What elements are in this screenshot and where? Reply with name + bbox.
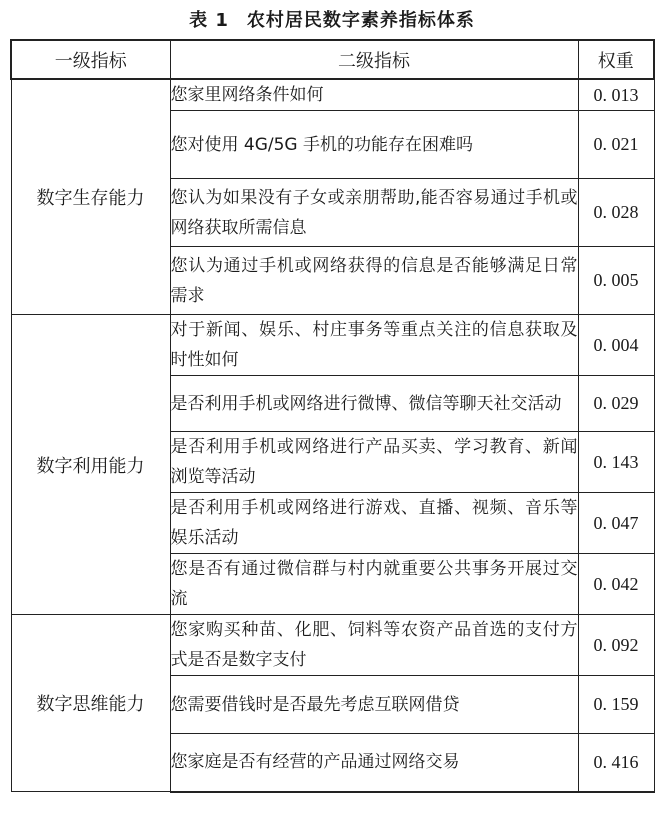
indicator-text: 您家里网络条件如何 <box>170 79 578 111</box>
header-level1: 一级指标 <box>11 40 170 79</box>
weight-value: 0. 159 <box>578 676 654 734</box>
indicator-text: 您认为如果没有子女或亲朋帮助,能否容易通过手机或网络获取所需信息 <box>170 179 578 247</box>
table-title <box>0 6 664 30</box>
indicator-text: 是否利用手机或网络进行微博、微信等聊天社交活动 <box>170 376 578 432</box>
indicator-text: 是否利用手机或网络进行产品买卖、学习教育、新闻浏览等活动 <box>170 432 578 493</box>
header-row <box>11 40 654 79</box>
header-level2: 二级指标 <box>170 40 578 79</box>
header-weight: 权重 <box>578 40 654 79</box>
table-row <box>11 79 654 111</box>
weight-value: 0. 028 <box>578 179 654 247</box>
table-number: 表 1 <box>189 10 229 31</box>
weight-value: 0. 042 <box>578 554 654 615</box>
indicator-text: 您认为通过手机或网络获得的信息是否能够满足日常需求 <box>170 247 578 315</box>
weight-value: 0. 416 <box>578 734 654 792</box>
weight-value: 0. 021 <box>578 111 654 179</box>
indicator-text: 您是否有通过微信群与村内就重要公共事务开展过交流 <box>170 554 578 615</box>
indicator-table <box>10 39 655 793</box>
weight-value: 0. 005 <box>578 247 654 315</box>
indicator-text: 您家购买种苗、化肥、饲料等农资产品首选的支付方式是否是数字支付 <box>170 615 578 676</box>
indicator-text: 您家庭是否有经营的产品通过网络交易 <box>170 734 578 792</box>
indicator-text: 对于新闻、娱乐、村庄事务等重点关注的信息获取及时性如何 <box>170 315 578 376</box>
weight-value: 0. 047 <box>578 493 654 554</box>
weight-value: 0. 013 <box>578 79 654 111</box>
table-row <box>11 315 654 376</box>
group-thinking: 数字思维能力 <box>11 615 170 792</box>
weight-value: 0. 092 <box>578 615 654 676</box>
table-caption: 农村居民数字素养指标体系 <box>246 10 475 31</box>
group-survival: 数字生存能力 <box>11 79 170 315</box>
indicator-text: 您对使用 4G/5G 手机的功能存在困难吗 <box>170 111 578 179</box>
indicator-text: 是否利用手机或网络进行游戏、直播、视频、音乐等娱乐活动 <box>170 493 578 554</box>
group-utilization: 数字利用能力 <box>11 315 170 615</box>
weight-value: 0. 004 <box>578 315 654 376</box>
weight-value: 0. 029 <box>578 376 654 432</box>
weight-value: 0. 143 <box>578 432 654 493</box>
indicator-text: 您需要借钱时是否最先考虑互联网借贷 <box>170 676 578 734</box>
table-row <box>11 615 654 676</box>
